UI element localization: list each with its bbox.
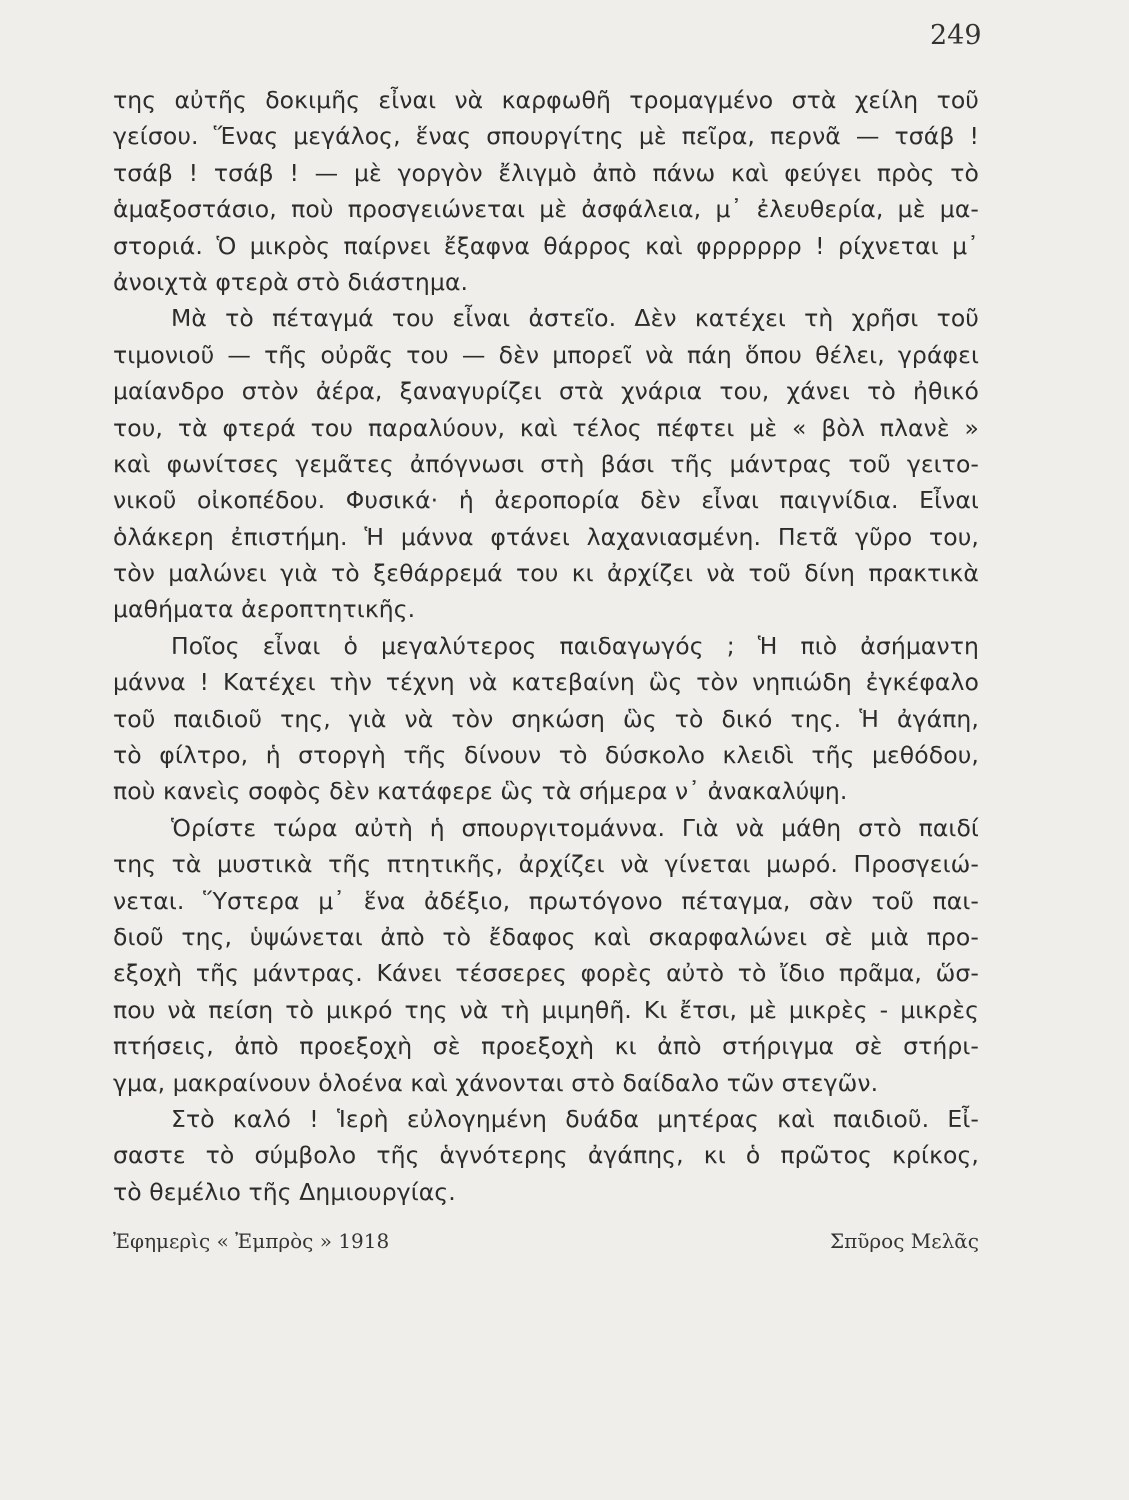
text-line: μαθήματα ἀεροπτητικῆς. xyxy=(113,595,416,624)
text-line: του, τὰ φτερά του παραλύουν, καὶ τέλος πέφτει μὲ « βὸλ πλανὲ » xyxy=(113,413,979,442)
text-line: τσάβ ! τσάβ ! — μὲ γοργὸν ἔλιγμὸ ἀπὸ πάνω καὶ φεύγει πρὸς τὸ xyxy=(113,158,979,187)
text-line: τοῦ παιδιοῦ της, γιὰ νὰ τὸν σηκώση ὣς τὸ δικό της. Ἡ ἀγάπη, xyxy=(113,704,979,733)
text-line: νικοῦ οἰκοπέδου. Φυσικά· ἡ ἀεροπορία δὲν εἶναι παιγνίδια. Εἶναι xyxy=(113,486,979,515)
text-line: γείσου. Ἕνας μεγάλος, ἕνας σπουργίτης μὲ πεῖρα, περνᾶ — τσάβ ! xyxy=(113,122,979,151)
text-line: ἁμαξοστάσιο, ποὺ προσγειώνεται μὲ ἀσφάλεια, μ᾽ ἐλευθερία, μὲ μα- xyxy=(113,195,979,224)
text-line: τὸ φίλτρο, ἡ στοργὴ τῆς δίνουν τὸ δύσκολο κλειδὶ τῆς μεθόδου, xyxy=(113,741,979,770)
paragraph xyxy=(113,82,979,300)
text-line: τιμονιοῦ — τῆς οὐρᾶς του — δὲν μπορεῖ νὰ πάη ὅπου θέλει, γράφει xyxy=(113,340,979,369)
text-line: της τὰ μυστικὰ τῆς πτητικῆς, ἀρχίζει νὰ γίνεται μωρό. Προσγειώ- xyxy=(113,850,979,879)
text-line: που νὰ πείση τὸ μικρό της νὰ τὴ μιμηθῆ. Κι ἔτσι, μὲ μικρὲς - μικρὲς xyxy=(113,995,979,1024)
text-line: Ποῖος εἶναι ὁ μεγαλύτερος παιδαγωγός ; Ἡ πιὸ ἀσήμαντη xyxy=(171,631,979,660)
text-line: τὸν μαλώνει γιὰ τὸ ξεθάρρεμά του κι ἀρχίζει νὰ τοῦ δίνη πρακτικὰ xyxy=(113,559,979,588)
text-line: ἀνοιχτὰ φτερὰ στὸ διάστημα. xyxy=(113,267,469,296)
text-line: νεται. Ὕστερα μ᾽ ἕνα ἀδέξιο, πρωτόγονο πέταγμα, σὰν τοῦ παι- xyxy=(113,886,979,915)
text-line: εξοχὴ τῆς μάντρας. Κάνει τέσσερες φορὲς αὐτὸ τὸ ἴδιο πρᾶμα, ὥσ- xyxy=(113,959,979,988)
text-line: πτήσεις, ἀπὸ προεξοχὴ σὲ προεξοχὴ κι ἀπὸ στήριγμα σὲ στήρι- xyxy=(113,1032,979,1061)
text-line: μάννα ! Κατέχει τὴν τέχνη νὰ κατεβαίνη ὣς τὸν νηπιώδη ἐγκέφαλο xyxy=(113,668,979,697)
text-line: γμα, μακραίνουν ὁλοένα καὶ χάνονται στὸ δαίδαλο τῶν στεγῶν. xyxy=(113,1068,879,1097)
paragraph xyxy=(113,810,979,1101)
text-line: τὸ θεμέλιο τῆς Δημιουργίας. xyxy=(113,1177,456,1206)
text-line: ὁλάκερη ἐπιστήμη. Ἡ μάννα φτάνει λαχανιασμένη. Πετᾶ γῦρο του, xyxy=(113,522,979,551)
paragraph xyxy=(113,628,979,810)
author-name: Σπῦρος Μελᾶς xyxy=(829,1229,979,1253)
text-line: διοῦ της, ὑψώνεται ἀπὸ τὸ ἔδαφος καὶ σκαρφαλώνει σὲ μιὰ προ- xyxy=(113,922,979,951)
paragraph xyxy=(113,1101,979,1210)
source-citation: Ἐφημερὶς « Ἐμπρὸς » 1918 xyxy=(113,1229,390,1253)
text-line: Ὁρίστε τώρα αὐτὴ ἡ σπουργιτομάννα. Γιὰ νὰ μάθη στὸ παιδί xyxy=(171,813,979,842)
page-number: 249 xyxy=(930,20,982,51)
paragraph xyxy=(113,300,979,628)
text-line: Μὰ τὸ πέταγμά του εἶναι ἀστεῖο. Δὲν κατέχει τὴ χρῆσι τοῦ xyxy=(171,304,979,333)
text-line: μαίανδρο στὸν ἀέρα, ξαναγυρίζει στὰ χνάρια του, χάνει τὸ ἠθικό xyxy=(113,377,979,406)
text-line: στοριά. Ὁ μικρὸς παίρνει ἔξαφνα θάρρος καὶ φρρρρρρ ! ρίχνεται μ᾽ xyxy=(113,231,979,260)
text-line: καὶ φωνίτσες γεμᾶτες ἀπόγνωσι στὴ βάσι τῆς μάντρας τοῦ γειτο- xyxy=(113,449,979,478)
text-line: Στὸ καλό ! Ἱερὴ εὐλογημένη δυάδα μητέρας καὶ παιδιοῦ. Εἶ- xyxy=(171,1104,979,1133)
text-line: ποὺ κανεὶς σοφὸς δὲν κατάφερε ὣς τὰ σήμερα ν᾽ ἀνακαλύψη. xyxy=(113,777,848,806)
text-line: σαστε τὸ σύμβολο τῆς ἁγνότερης ἀγάπης, κι ὁ πρῶτος κρίκος, xyxy=(113,1141,979,1170)
article-body xyxy=(113,82,979,1210)
text-line: της αὐτῆς δοκιμῆς εἶναι νὰ καρφωθῆ τρομαγμένο στὰ χείλη τοῦ xyxy=(113,86,979,114)
